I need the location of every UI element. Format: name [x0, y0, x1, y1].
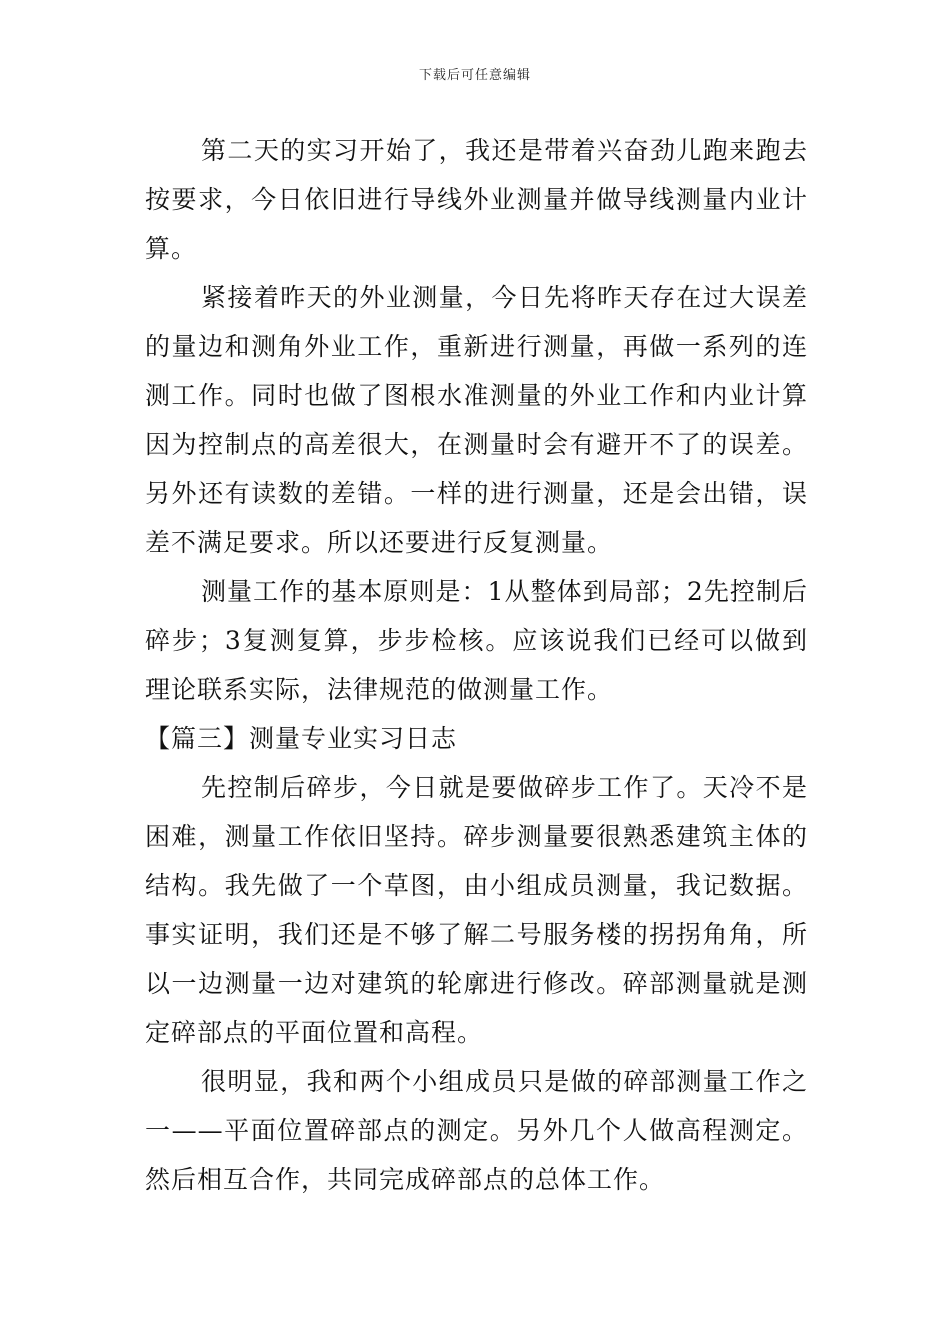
paragraph-5: 很明显，我和两个小组成员只是做的碎部测量工作之一——平面位置碎部点的测定。另外几个人做高程测定。然后相互合作，共同完成碎部点的总体工作。 — [145, 1067, 808, 1194]
page-header: 下载后可任意编辑 — [418, 68, 531, 83]
section-heading: 【篇三】测量专业实习日志 — [145, 724, 458, 753]
paragraph-2: 紧接着昨天的外业测量，今日先将昨天存在过大误差的量边和测角外业工作，重新进行测量，再做一系列的连测工作。同时也做了图根水准测量的外业工作和内业计算因为控制点的高差很大，在测量时会有避开不了的误差。另外还有读数的差错。一样的进行测量，还是会出错，误差不满足要求。所以还要进行反复测量。 — [145, 283, 808, 557]
paragraph-3: 测量工作的基本原则是：1从整体到局部；2先控制后碎步；3复测复算，步步检核。应该说我们已经可以做到理论联系实际，法律规范的做测量工作。 — [145, 577, 808, 704]
paragraph-1: 第二天的实习开始了，我还是带着兴奋劲儿跑来跑去按要求，今日依旧进行导线外业测量并做导线测量内业计算。 — [145, 136, 808, 263]
document-body — [145, 126, 808, 1204]
paragraph-4: 先控制后碎步，今日就是要做碎步工作了。天冷不是困难，测量工作依旧坚持。碎步测量要很熟悉建筑主体的结构。我先做了一个草图，由小组成员测量，我记数据。事实证明，我们还是不够了解二号服务楼的拐拐角角，所以一边测量一边对建筑的轮廓进行修改。碎部测量就是测定碎部点的平面位置和高程。 — [145, 773, 808, 1047]
